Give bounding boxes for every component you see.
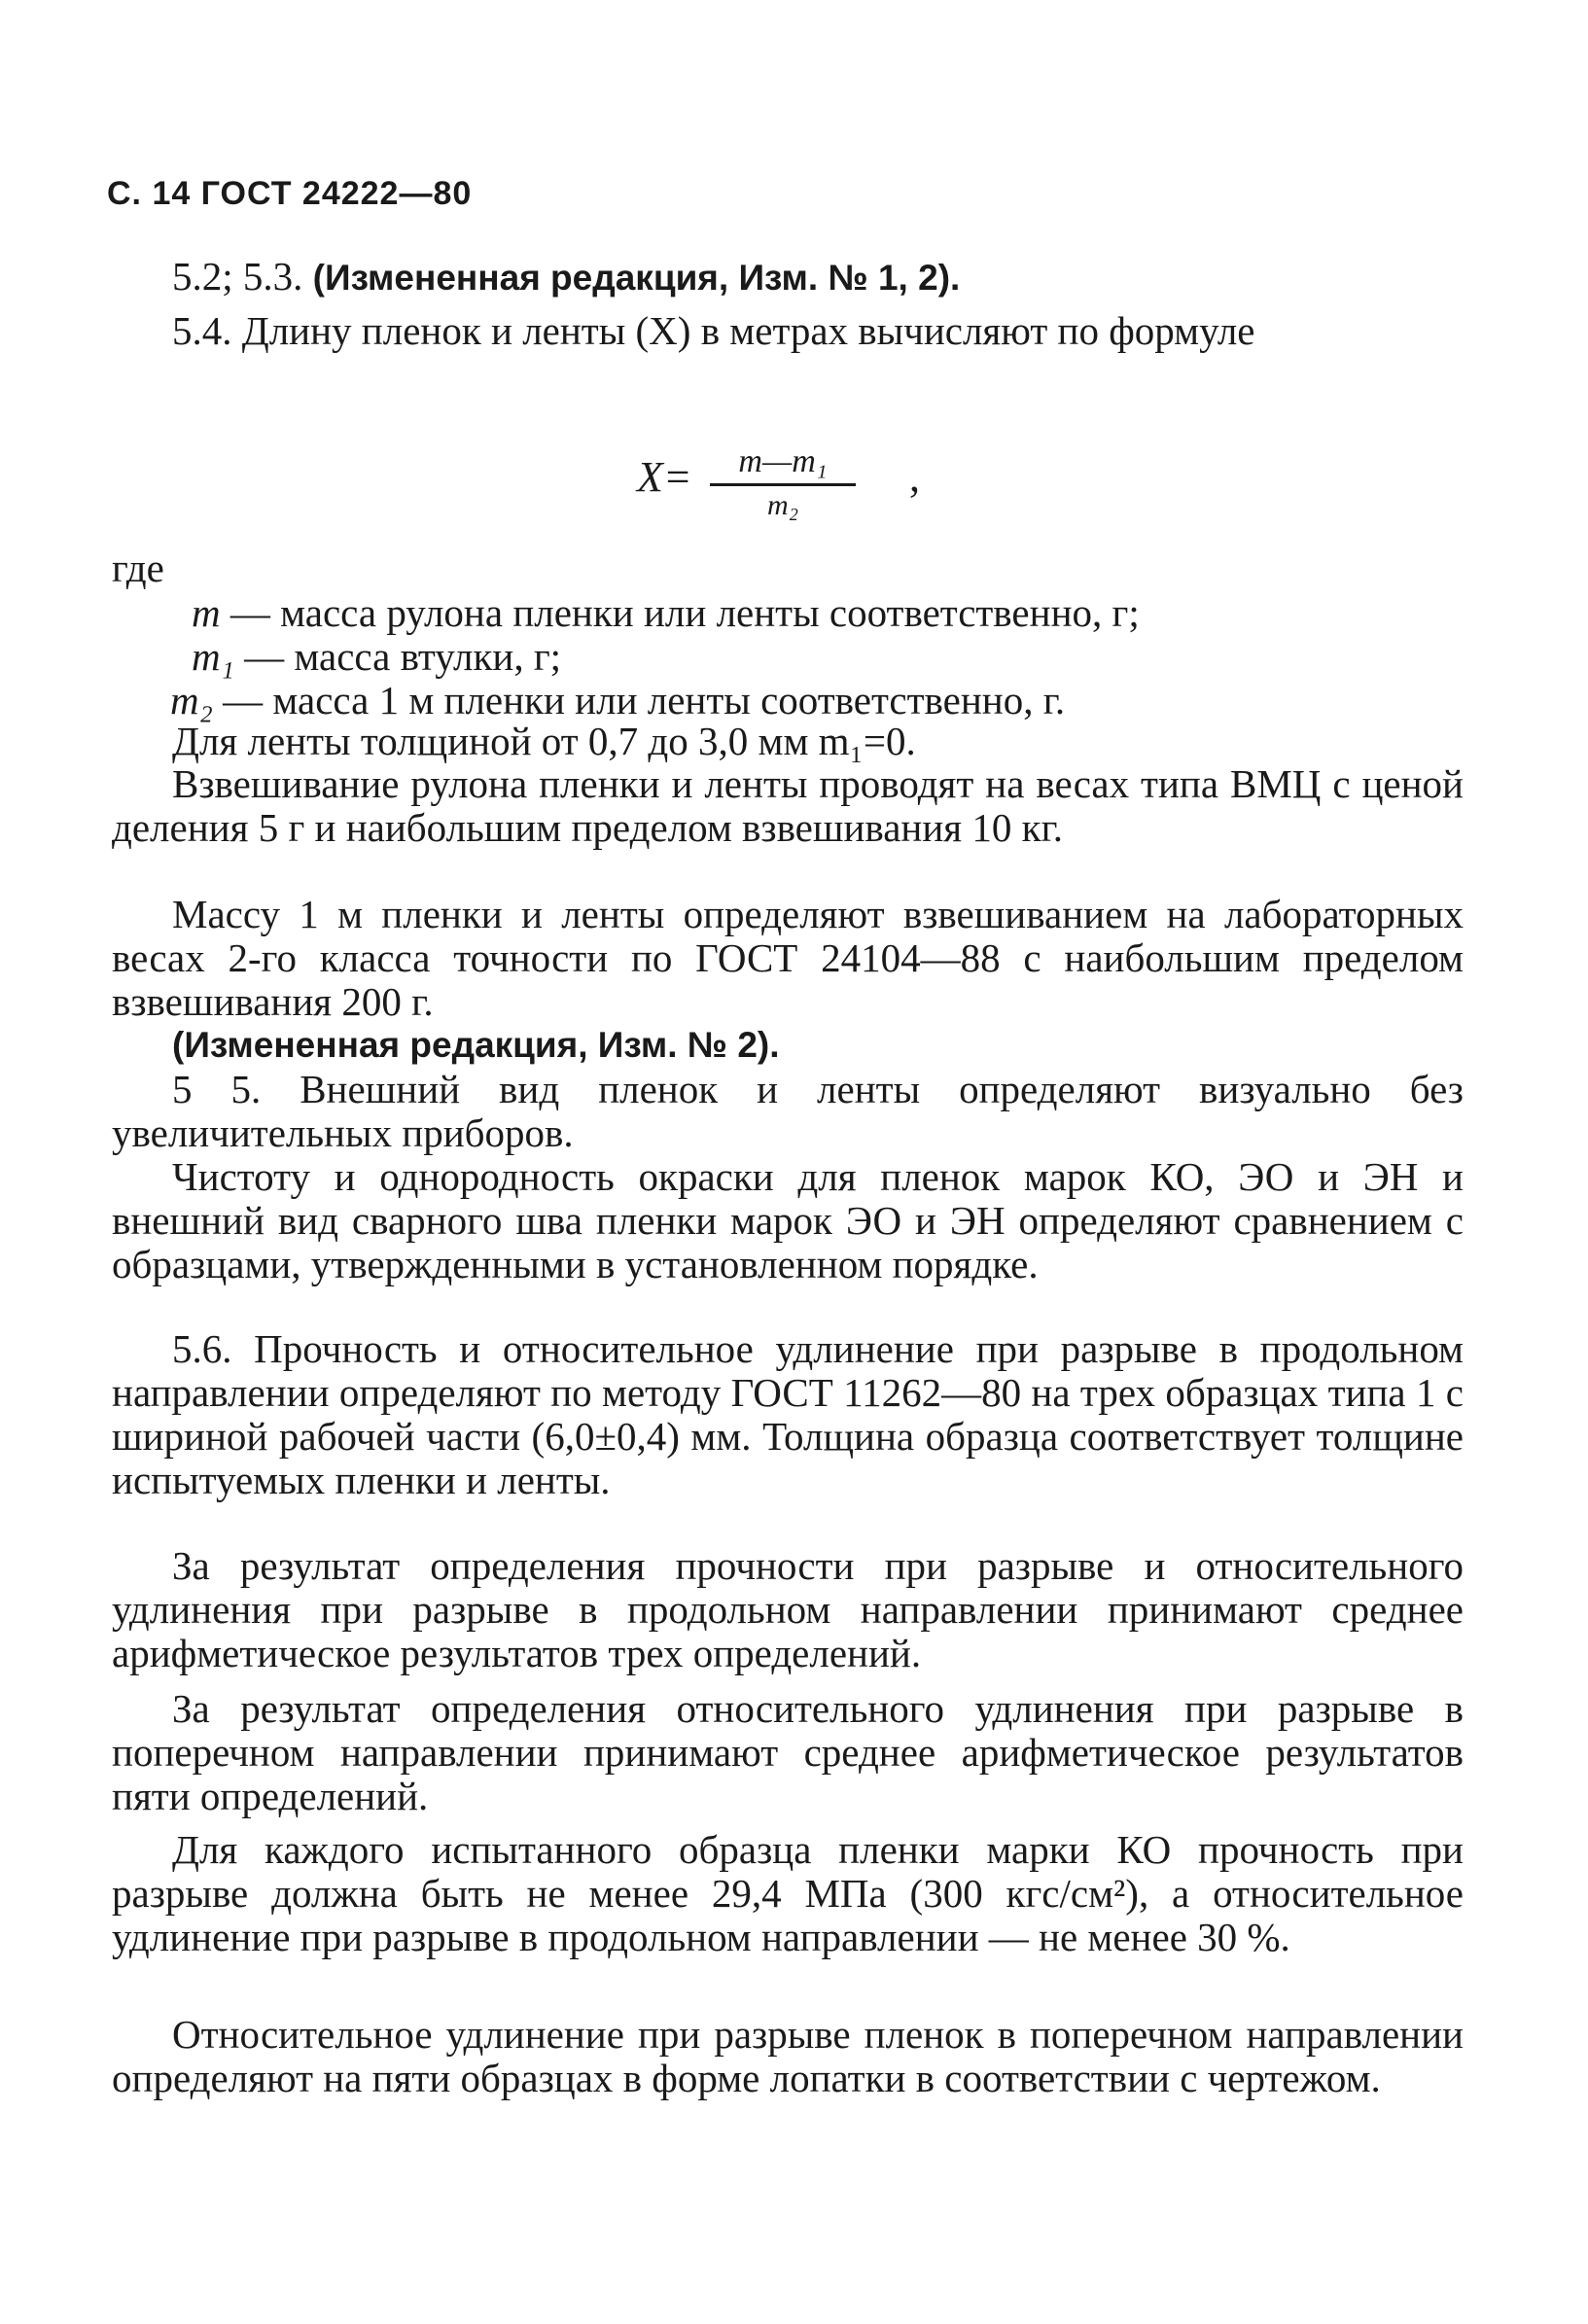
clause-number: 5.2; 5.3. — [172, 254, 303, 299]
fraction-bar — [710, 483, 856, 486]
paragraph-5-4: 5.4. Длину пленок и ленты (X) в метрах вычисляют по формуле — [172, 308, 1255, 353]
paragraph-longitudinal-result: За результат определения прочности при разрыве и относительного удлинения при разрыве в продольном направлении принимают среднее арифметическое результатов трех определений. — [112, 1543, 1464, 1675]
def-text: — масса рулона пленки или ленты соответственно, г; — [220, 590, 1140, 635]
definition-m1 — [170, 635, 1464, 679]
paragraph-roll-weighing: Взвешивание рулона пленки и ленты проводят на весах типа ВМЦ с ценой деления 5 г и наибольшим пределом взвешивания 10 кг. — [112, 761, 1464, 850]
amendment-note-2: (Измененная редакция, Изм. № 2). — [172, 1025, 780, 1065]
definition-m2 — [170, 679, 1464, 722]
where-label: где — [112, 546, 164, 590]
def-symbol: m — [192, 590, 221, 635]
paragraph-transverse-result: За результат определения относительного удлинения при разрыве в поперечном направлении принимают среднее арифметическое результатов пяти определений. — [112, 1686, 1464, 1818]
formula-numerator: m—m₁ — [738, 443, 828, 479]
paragraph-ko-strength: Для каждого испытанного образца пленки марки КО прочность при разрыве должна быть не менее 29,4 МПа (300 кгс/см²), а относительное удлинение при разрыве в продольном направлении — не менее 30 %. — [112, 1827, 1464, 1959]
paragraph-5-2-5-3 — [112, 255, 1464, 299]
formula-lhs: X= — [637, 453, 692, 501]
amendment-note: (Измененная редакция, Изм. № 1, 2). — [312, 258, 961, 298]
paragraph-transverse-method: Относительное удлинение при разрыве пленок в поперечном направлении определяют на пяти образцах в форме лопатки в соответствии с чертежом. — [112, 2012, 1464, 2100]
paragraph-tape-thickness: Для ленты толщиной от 0,7 до 3,0 мм m₁=0. — [172, 719, 916, 763]
definitions-list — [170, 591, 1464, 722]
paragraph-5-6: 5.6. Прочность и относительное удлинение при разрыве в продольном направлении определяют по методу ГОСТ 11262—80 на трех образцах типа 1 с шириной рабочей части (6,0±0,4) мм. Толщина образца соответствует толщине испытуемых пленки и ленты. — [112, 1326, 1464, 1502]
formula-denominator: m₂ — [766, 489, 799, 521]
paragraph-color-uniformity: Чистоту и однородность окраски для пленок марок КО, ЭО и ЭН и внешний вид сварного шва пленки марок ЭО и ЭН определяют сравнением с образцами, утвержденными в установленном порядке. — [112, 1154, 1464, 1286]
def-text: — масса втулки, г; — [233, 634, 562, 679]
page-header: С. 14 ГОСТ 24222—80 — [107, 175, 473, 212]
paragraph-mass-1m: Массу 1 м пленки и ленты определяют взвешиванием на лабораторных весах 2-го класса точности по ГОСТ 24104—88 с наибольшим пределом взвешивания 200 г. — [112, 892, 1464, 1024]
formula-comma: , — [909, 453, 920, 501]
def-text: — масса 1 м пленки или ленты соответственно, г. — [212, 678, 1066, 722]
definition-m — [170, 591, 1464, 635]
def-symbol: m₂ — [170, 678, 213, 722]
paragraph-5-5: 5 5. Внешний вид пленок и ленты определяют визуально без увеличительных приборов. — [112, 1067, 1464, 1155]
def-symbol: m₁ — [192, 634, 234, 679]
formula-fraction — [710, 442, 856, 523]
